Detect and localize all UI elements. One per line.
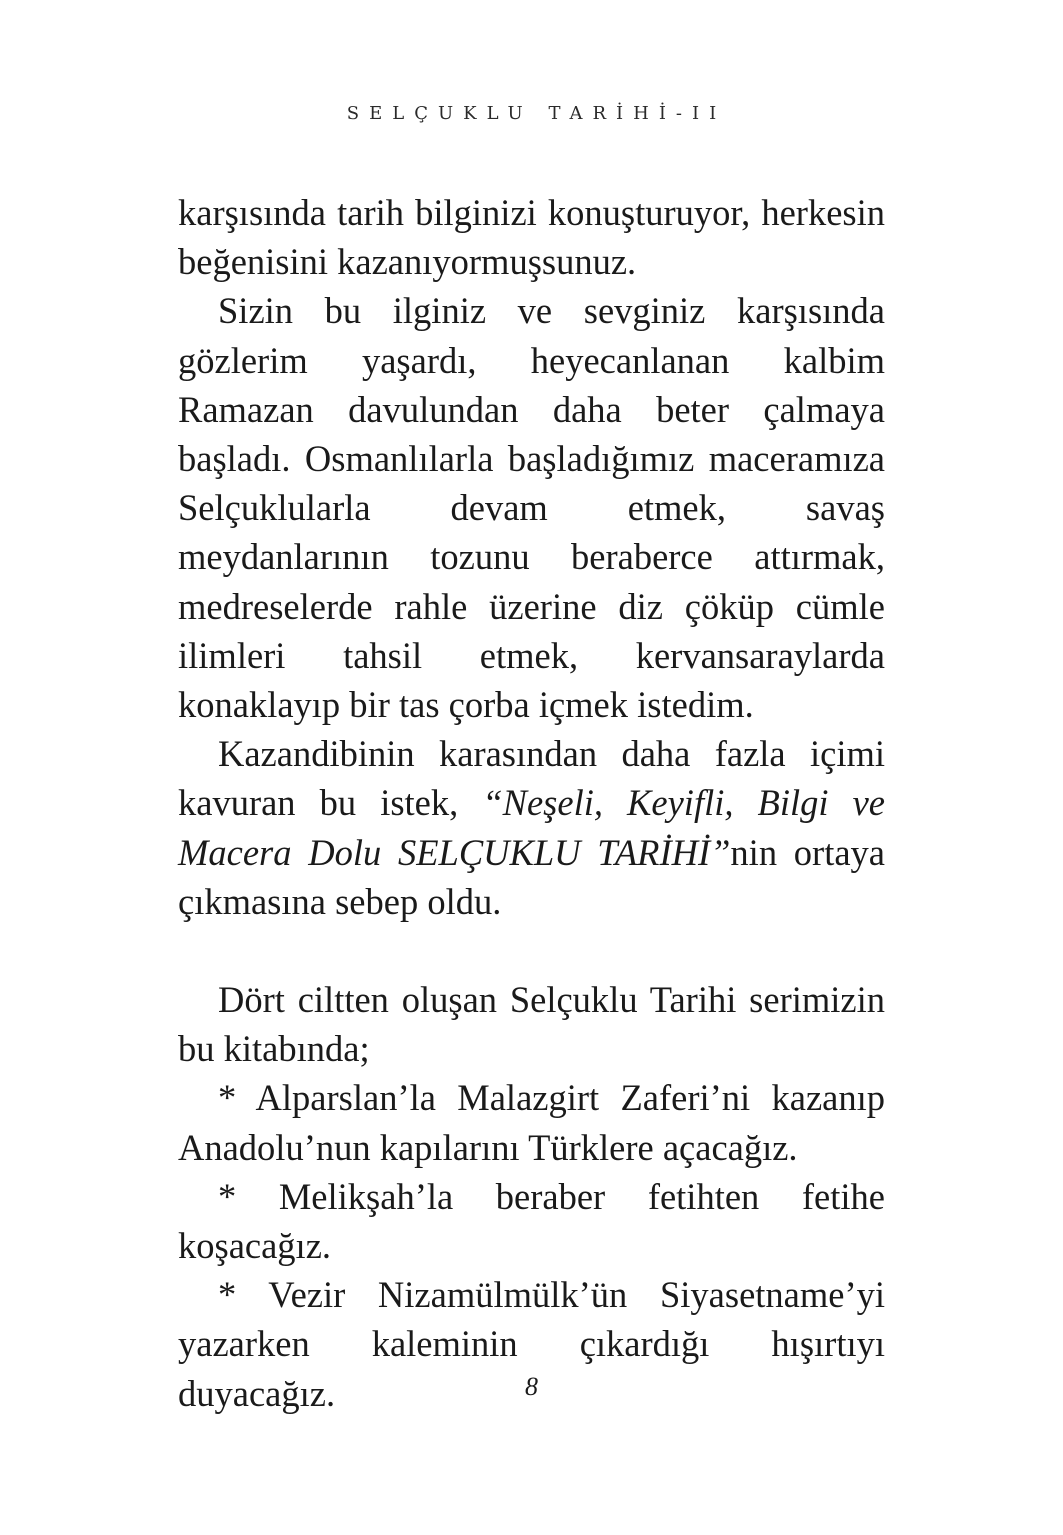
body-text [178, 188, 885, 1418]
bullet-meliksah: * Melikşah’la beraber fetihten fetihe koşacağız. [178, 1175, 885, 1267]
bullet-alparslan: * Alparslan’la Malazgirt Zaferi’ni kazanıp Anadolu’nun kapılarını Türklere açacağız. [178, 1077, 885, 1168]
book-title-quote: “Neşeli, Keyifli, Bilgi ve Macera Dolu SELÇUKLU TARİHİ” [178, 782, 885, 873]
paragraph-continuation: karşısında tarih bilginizi konuşturuyor, herkesin beğenisini kazanıyormuşsunuz. [178, 192, 885, 283]
paragraph-interest: Sizin bu ilginiz ve sevginiz karşısında gözlerim yaşardı, heyecanlanan kalbim Ramazan davulundan daha beter çalmaya başladı. Osmanlılarla başladığımız maceramıza Selçuklularla devam etmek, savaş meydanlarının tozunu beraberce attırmak, medreselerde rahle üzerine diz çöküp cümle ilimleri tahsil etmek, kervansaraylarda konaklayıp bir tas çorba içmek istedim. [178, 290, 885, 726]
bullet-nizamulmulk: * Vezir Nizamülmülk’ün Siyasetname’yi yazarken kaleminin çıkardığı hışırtıyı duyacağız. [178, 1274, 885, 1414]
paragraph-book-origin [178, 729, 885, 926]
page-number: 8 [525, 1372, 538, 1401]
running-header: SELÇUKLU TARİHİ-II [346, 103, 727, 124]
paragraph-series-intro: Dört ciltten oluşan Selçuklu Tarihi serimizin bu kitabında; [178, 979, 885, 1070]
paragraph-book-origin-lead: Kazandibinin karasından daha fazla içimi kavuran bu istek, [178, 733, 885, 824]
paragraph-book-origin-tail: nin ortaya çıkmasına sebep oldu. [178, 831, 885, 922]
